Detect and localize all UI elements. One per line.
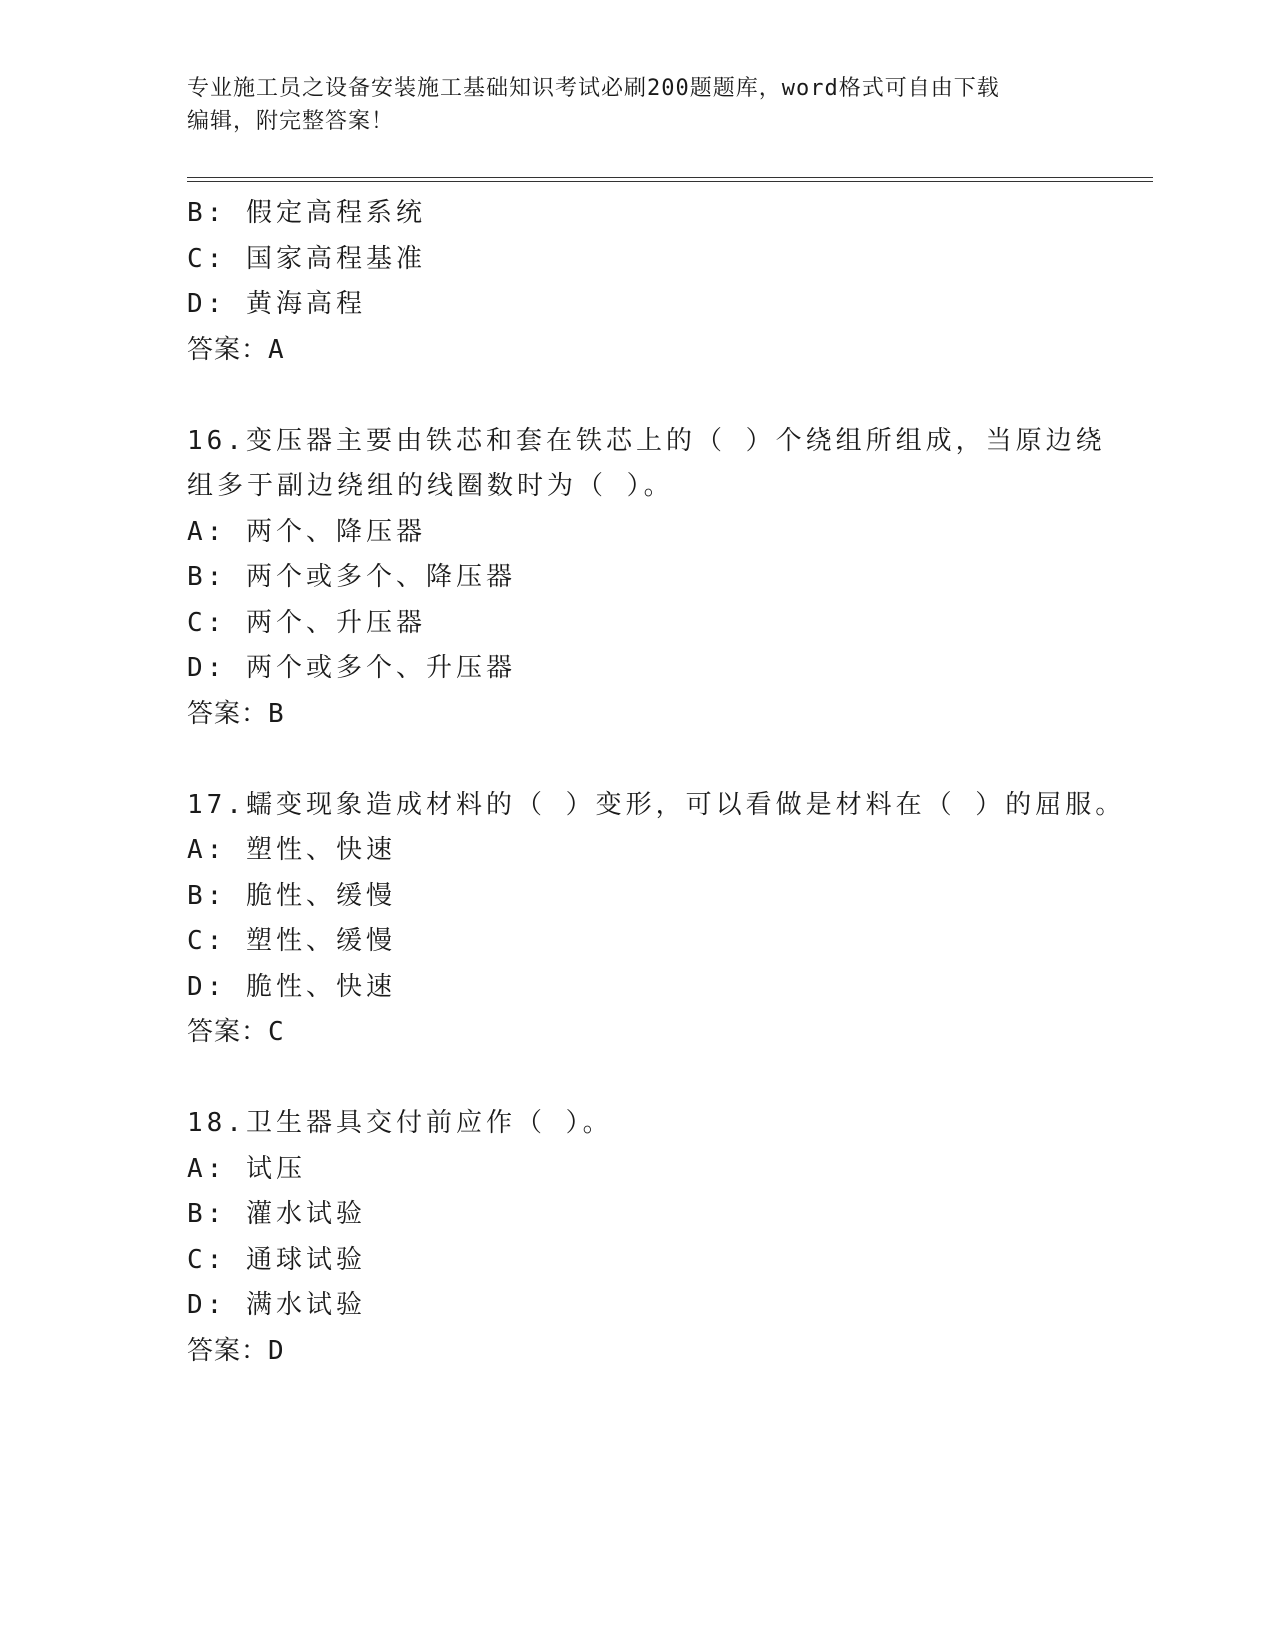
option-text: 两个或多个、升压器 bbox=[245, 653, 516, 683]
option-d bbox=[187, 282, 1067, 328]
option-a bbox=[187, 1147, 1067, 1193]
option-letter: C: bbox=[187, 243, 227, 274]
option-letter: D: bbox=[187, 971, 227, 1002]
option-letter: A: bbox=[187, 835, 227, 865]
option-c bbox=[187, 1238, 1067, 1284]
question-17 bbox=[187, 783, 1126, 1056]
option-b bbox=[187, 874, 1067, 920]
option-text: 脆性、缓慢 bbox=[245, 880, 396, 911]
option-text: 两个、降压器 bbox=[245, 516, 426, 547]
header-title-line-2: 编辑，附完整答案！ bbox=[187, 109, 395, 134]
option-text: 假定高程系统 bbox=[245, 198, 426, 228]
option-letter: D: bbox=[187, 653, 227, 683]
answer-line: 答案：B bbox=[187, 698, 285, 729]
spacer bbox=[187, 373, 1067, 419]
option-c bbox=[187, 919, 1067, 965]
question-stem-line-1: 16.变压器主要由铁芯和套在铁芯上的（ ）个绕组所组成，当原边绕 bbox=[187, 425, 1106, 456]
option-text: 黄海高程 bbox=[245, 289, 366, 319]
question-stem-line-2: 组多于副边绕组的线圈数时为（ ）。 bbox=[187, 471, 674, 501]
document-header bbox=[187, 72, 1067, 138]
option-text: 满水试验 bbox=[245, 1290, 366, 1320]
option-text: 试压 bbox=[245, 1153, 306, 1184]
header-divider-top bbox=[187, 177, 1153, 178]
option-letter: B: bbox=[187, 562, 227, 592]
option-letter: B: bbox=[187, 1199, 227, 1229]
option-text: 灌水试验 bbox=[245, 1199, 366, 1229]
option-a bbox=[187, 828, 1067, 874]
option-b bbox=[187, 191, 1067, 237]
option-letter: B: bbox=[187, 198, 227, 228]
option-text: 国家高程基准 bbox=[245, 243, 426, 274]
option-text: 塑性、缓慢 bbox=[245, 926, 396, 956]
spacer bbox=[187, 737, 1067, 783]
question-stem-line-1: 18.卫生器具交付前应作（ ）。 bbox=[187, 1108, 613, 1138]
header-divider-bottom bbox=[187, 181, 1153, 182]
question-15-continued bbox=[187, 191, 1067, 373]
option-text: 通球试验 bbox=[245, 1244, 366, 1275]
option-letter: C: bbox=[187, 607, 227, 638]
option-text: 脆性、快速 bbox=[245, 971, 396, 1002]
question-list bbox=[187, 191, 1126, 1374]
answer-line: 答案：C bbox=[187, 1017, 285, 1047]
option-b bbox=[187, 555, 1067, 601]
option-letter: C: bbox=[187, 1244, 227, 1275]
header-title-line-1: 专业施工员之设备安装施工基础知识考试必刷200题题库，word格式可自由下载 bbox=[187, 76, 1000, 101]
option-letter: A: bbox=[187, 1153, 227, 1184]
option-text: 两个、升压器 bbox=[245, 607, 426, 638]
answer-line: 答案：D bbox=[187, 1335, 285, 1366]
option-b bbox=[187, 1192, 1067, 1238]
option-letter: D: bbox=[187, 289, 227, 319]
question-18 bbox=[187, 1101, 1067, 1374]
option-letter: A: bbox=[187, 516, 227, 547]
question-16 bbox=[187, 419, 1106, 738]
option-a bbox=[187, 510, 1067, 556]
option-letter: C: bbox=[187, 926, 227, 956]
question-stem-line-1: 17.蠕变现象造成材料的（ ）变形，可以看做是材料在（ ）的屈服。 bbox=[187, 789, 1126, 820]
option-c bbox=[187, 237, 1067, 283]
option-d bbox=[187, 646, 1067, 692]
answer-line: 答案：A bbox=[187, 334, 285, 365]
spacer bbox=[187, 1056, 1067, 1102]
option-text: 塑性、快速 bbox=[245, 835, 396, 865]
option-d bbox=[187, 1283, 1067, 1329]
option-c bbox=[187, 601, 1067, 647]
option-d bbox=[187, 965, 1067, 1011]
option-letter: D: bbox=[187, 1290, 227, 1320]
option-text: 两个或多个、降压器 bbox=[245, 562, 516, 592]
option-letter: B: bbox=[187, 880, 227, 911]
